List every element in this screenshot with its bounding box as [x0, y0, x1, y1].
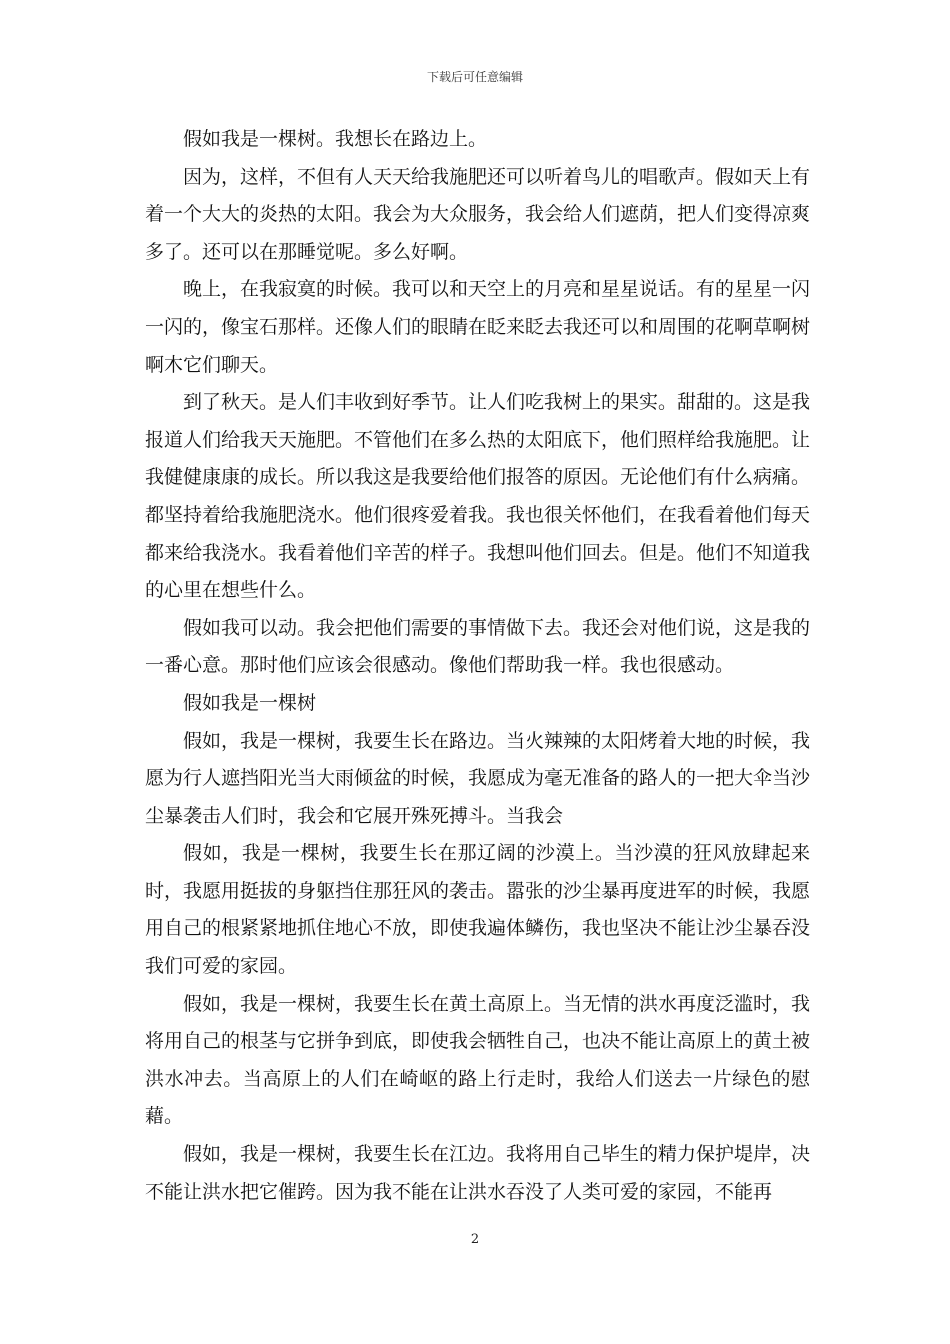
- paragraph: 晚上，在我寂寞的时候。我可以和天空上的月亮和星星说话。有的星星一闪一闪的，像宝石那样。还像人们的眼睛在眨来眨去我还可以和周围的花啊草啊树啊木它们聊天。: [145, 278, 811, 376]
- paragraph: 因为，这样，不但有人天天给我施肥还可以听着鸟儿的唱歌声。假如天上有着一个大大的炎热的太阳。我会为大众服务，我会给人们遮荫，把人们变得凉爽多了。还可以在那睡觉呢。多么好啊。: [145, 165, 811, 263]
- page-number: 2: [470, 1232, 480, 1247]
- page-header-note: 下载后可任意编辑: [426, 70, 523, 84]
- paragraph: 假如，我是一棵树，我要生长在路边。当火辣辣的太阳烤着大地的时候，我愿为行人遮挡阳光当大雨倾盆的时候，我愿成为毫无准备的路人的一把大伞当沙尘暴袭击人们时，我会和它展开殊死搏斗。当我会: [145, 729, 811, 827]
- paragraph: 到了秋天。是人们丰收到好季节。让人们吃我树上的果实。甜甜的。这是我报道人们给我天天施肥。不管他们在多么热的太阳底下，他们照样给我施肥。让我健健康康的成长。所以我这是我要给他们报答的原因。无论他们有什么病痛。都坚持着给我施肥浇水。他们很疼爱着我。我也很关怀他们，在我看着他们每天都来给我浇水。我看着他们辛苦的样子。我想叫他们回去。但是。他们不知道我的心里在想些什么。: [145, 391, 811, 602]
- paragraph: 假如，我是一棵树，我要生长在那辽阔的沙漠上。当沙漠的狂风放肆起来时，我愿用挺拔的身躯挡住那狂风的袭击。嚣张的沙尘暴再度进军的时候，我愿用自己的根紧紧地抓住地心不放，即使我遍体鳞伤，我也坚决不能让沙尘暴吞没我们可爱的家园。: [145, 842, 811, 978]
- paragraph: 假如我是一棵树。我想长在路边上。: [183, 128, 488, 150]
- paragraph: 假如，我是一棵树，我要生长在黄土高原上。当无情的洪水再度泛滥时，我将用自己的根茎与它拼争到底，即使我会牺牲自己，也决不能让高原上的黄土被洪水冲去。当高原上的人们在崎岖的路上行走时，我给人们送去一片绿色的慰藉。: [145, 992, 811, 1128]
- paragraph: 假如我可以动。我会把他们需要的事情做下去。我还会对他们说，这是我的一番心意。那时他们应该会很感动。像他们帮助我一样。我也很感动。: [145, 616, 811, 677]
- section-heading: 假如我是一棵树: [183, 691, 317, 714]
- document-body: [145, 121, 810, 1211]
- paragraph: 假如，我是一棵树，我要生长在江边。我将用自己毕生的精力保护堤岸，决不能让洪水把它催跨。因为我不能在让洪水吞没了人类可爱的家园，不能再: [145, 1143, 811, 1203]
